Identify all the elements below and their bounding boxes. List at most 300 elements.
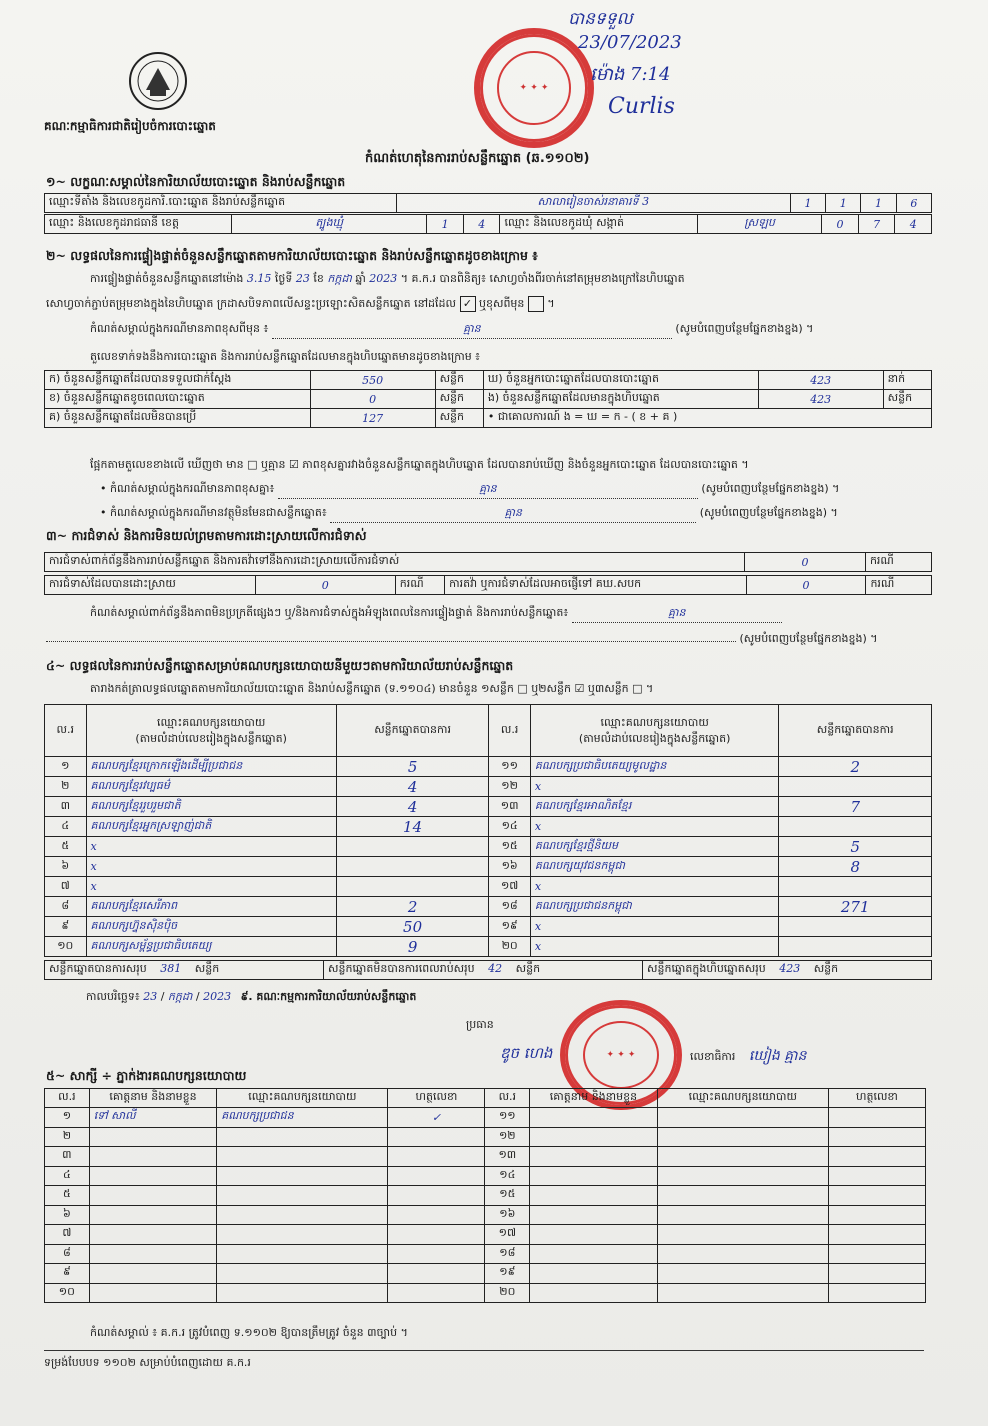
objections-row2-value: 0 [255,576,395,595]
commune-code-3: 4 [895,215,932,234]
province-code-1: 1 [427,215,464,234]
irregularity-note-line2 [46,632,878,648]
witness-party [217,1205,388,1225]
received-time: ម៉ោង 7:14 [590,64,671,85]
witness-party [217,1186,388,1206]
witness-number: ១៣ [485,1147,530,1167]
witness-name [530,1225,658,1245]
strange-note-suffix: (សូមបំពេញបន្ថែមផ្នែកខាងខ្នង) ។ [699,506,838,519]
count-c-unit: សន្លឹក [435,409,483,428]
results-party-header-left [86,705,336,757]
witness-party [657,1127,828,1147]
party-name: គណបក្សខ្មែរអាណិតខ្មែរ [530,797,779,817]
party-number: ១៥ [489,837,531,857]
results-row [45,877,932,897]
witness-row [45,1225,926,1245]
witness-row [45,1205,926,1225]
witness-number: ៣ [45,1147,90,1167]
witness-row [45,1283,926,1303]
verification-prefix: ការផ្ទៀងផ្ទាត់ចំនួនសន្លឹកឆ្នោតនៅម៉ោង [90,272,244,285]
total-box-value: 423 [779,962,801,975]
chair-name: ឌូច ហេង [500,1044,553,1062]
results-no-header-left: ល.រ [45,705,87,757]
objections-row1-unit: ករណី [865,553,931,572]
results-row [45,757,932,777]
party-number: ២០ [489,937,531,957]
org-name: គណៈកម្មាធិការជាតិរៀបចំការបោះឆ្នោត [44,119,216,133]
committee-stamp: ✦ ✦ ✦ [560,1000,682,1110]
irregularity-note-line [90,606,782,623]
strange-note-value: គ្មាន [330,506,696,523]
commune-value: ស្រឡប [697,215,821,234]
party-number: ៧ [45,877,87,897]
witness-row [45,1186,926,1206]
party-number: ១០ [45,937,87,957]
witness-signature [388,1186,485,1206]
count-b-value: 0 [310,390,435,409]
diff-note-value: គ្មាន [278,482,698,499]
witness-signature [828,1108,925,1128]
count-c-value: 127 [310,409,435,428]
witness-name [530,1166,658,1186]
irregularity-note-label: កំណត់សម្គាល់ពាក់ព័ន្ធនឹងភាពមិនប្រក្រតីផ្សេងៗ ឬ/និងការជំទាស់ក្នុងអំឡុងពេលនៃការផ្ទៀងផ្ទាត់ និងការរាប់សន្លឹកឆ្នោត៖ [90,606,569,619]
witness-signature [828,1283,925,1303]
party-votes: 7 [779,797,932,817]
witness-row [45,1244,926,1264]
witness-signature [388,1127,485,1147]
station-code-4: 6 [896,194,931,213]
party-votes [779,917,932,937]
province-code-2: 4 [463,215,500,234]
station-code-1: 1 [790,194,825,213]
witness-party [657,1283,828,1303]
verification-line [90,272,930,288]
total-box-label: សន្លឹកឆ្នោតក្នុងហិបឆ្នោតសរុប [647,962,766,975]
witness-signature [828,1166,925,1186]
formula-note: • ជាគោលការណ៍ ង = ឃ = ក - ( ខ + គ ) [483,409,931,428]
witness-number: ១០ [45,1283,90,1303]
party-number: ៨ [45,897,87,917]
unchanged-checkbox[interactable]: ✓ [460,296,476,312]
party-votes [336,877,489,897]
diff-note-line [100,482,839,499]
witness-signature [388,1147,485,1167]
witness-number: ២ [45,1127,90,1147]
party-votes: 5 [336,757,489,777]
results-row [45,857,932,877]
party-name: គណបក្សសម្ព័ន្ធប្រជាធិបតេយ្យ [86,937,336,957]
witness-party [217,1244,388,1264]
objections-row2-unit: ករណី [395,576,444,595]
irregularity-note-suffix: (សូមបំពេញបន្ថែមផ្នែកខាងខ្នង) ។ [739,632,878,645]
witness-number: ១៧ [485,1225,530,1245]
total-invalid-cell [324,961,643,980]
witness-number: ៩ [45,1264,90,1284]
results-row [45,797,932,817]
party-votes: 271 [779,897,932,917]
station-value: សាលារៀនចាស់រនាគារទី 3 [396,194,790,213]
verification-day: 23 [295,272,310,285]
witness-signature [388,1283,485,1303]
blank-line [46,641,736,642]
changed-checkbox[interactable] [528,296,544,312]
party-votes [779,877,932,897]
secretary-line [690,1046,806,1067]
witness-name [530,1127,658,1147]
witness-signature [828,1147,925,1167]
party-name: គណបក្សហ្វ៊ុនស៊ិនប៉ិច [86,917,336,937]
section4-intro: តារាងកត់ត្រាលទ្ធផលឆ្នោតតាមការិយាល័យបោះឆ្នោត និងរាប់សន្លឹកឆ្នោត (ទ.១១០៤) មានចំនួន ១សន្លឹក □ ឬ២សន្លឹក ☑ ឬ៣សន្លឹក □ ។ [90,682,654,695]
witness-signature [828,1205,925,1225]
section1-title: ១~ លក្ខណៈសម្គាល់នៃការិយាល័យបោះឆ្នោត និងរាប់សន្លឹកឆ្នោត [46,174,346,189]
party-votes [779,777,932,797]
party-name: x [86,857,336,877]
committee-label: ៩. គណៈកម្មការការិយាល័យរាប់សន្លឹកឆ្នោត [240,990,417,1003]
witness-signature [388,1244,485,1264]
seal-note-label: កំណត់សម្គាល់ក្នុងករណីមានភាពខុសពីមុន ៖ [90,322,269,335]
witness-table [44,1088,926,1303]
witness-name [530,1244,658,1264]
witness-name [530,1283,658,1303]
party-votes [336,837,489,857]
received-date: 23/07/2023 [578,32,682,53]
witness-party [217,1225,388,1245]
counts-intro: តួលេខទាក់ទងនឹងការបោះឆ្នោត និងការរាប់សន្លឹកឆ្នោតដែលមានក្នុងហិបឆ្នោតមានដូចខាងក្រោម ៖ [90,350,481,363]
seal-line: សោហ្វចាក់ភ្ជាប់តម្រុមខាងក្នុងនៃហិបឆ្នោត ក្រដាសបិទភាពលើសន្ទះប្រឡោះសិតសន្លឹកឆ្នោត នៅដដែល ✓ ឬខុសពីមុន ។ [46,297,555,310]
party-number: ១២ [489,777,531,797]
witness-no-header-right: ល.រ [485,1089,530,1108]
party-number: ១៨ [489,897,531,917]
witness-party [657,1166,828,1186]
witness-signature [828,1127,925,1147]
objections-row2b-label: ការតវ៉ា ឬការជំទាស់ដែលអាចផ្ញើទៅ គឃ.សបក [445,576,746,595]
witness-party [217,1166,388,1186]
witness-name [89,1186,217,1206]
count-a-value: 550 [310,371,435,390]
party-name: គណបក្សខ្មែរក្រោកឡើងដើម្បីប្រជាជន [86,757,336,777]
witness-party [657,1225,828,1245]
witness-name [89,1127,217,1147]
count-b-label: ខ) ចំនួនសន្លឹកឆ្នោតខូចពេលបោះឆ្នោត [45,390,311,409]
party-number: ១៩ [489,917,531,937]
party-number: ៦ [45,857,87,877]
province-value: ត្បូងឃ្មុំ [232,215,427,234]
section5-title: ៥~ សាក្សី ÷ ភ្នាក់ងារគណបក្សនយោបាយ [46,1068,247,1083]
date-day: 23 [143,990,158,1003]
witness-party-header-left: ឈ្មោះគណបក្សនយោបាយ [217,1089,388,1108]
party-name: គណបក្សខ្មែរសេរីភាព [86,897,336,917]
official-stamp: ✦ ✦ ✦ [474,28,594,148]
results-party-header-right [530,705,779,757]
count-a-label: ក) ចំនួនសន្លឹកឆ្នោតដែលបានទទួលជាក់ស្តែង [45,371,311,390]
totals-table [44,960,932,980]
witness-party [657,1264,828,1284]
witness-signature [388,1166,485,1186]
witness-number: ២០ [485,1283,530,1303]
total-valid-cell [45,961,324,980]
counts-table [44,370,932,428]
witness-signature [388,1225,485,1245]
party-name: x [86,837,336,857]
objections-row2b-unit: ករណី [866,576,932,595]
station-table [44,193,932,213]
witness-party: គណបក្សប្រជាជន [217,1108,388,1128]
witness-party [217,1147,388,1167]
witness-name [530,1205,658,1225]
commune-label: ឈ្មោះ និងលេខកូដឃុំ សង្កាត់ [500,215,697,234]
seal-text: សោហ្វចាក់ភ្ជាប់តម្រុមខាងក្នុងនៃហិបឆ្នោត ក្រដាសបិទភាពលើសន្ទះប្រឡោះសិតសន្លឹកឆ្នោត នៅដដែល [46,297,456,310]
party-number: ១៧ [489,877,531,897]
witness-name-header-right: គោត្តនាម និងនាមខ្លួន [530,1089,658,1108]
party-name: x [86,877,336,897]
irregularity-note-value: គ្មាន [572,606,782,623]
diff-note-label: • កំណត់សម្គាល់ក្នុងករណីមានភាពខុសគ្នា៖ [100,482,275,495]
seal-note-suffix: (សូមបំពេញបន្ថែមផ្នែកខាងខ្នង) ។ [675,322,814,335]
diff-note-suffix: (សូមបំពេញបន្ថែមផ្នែកខាងខ្នង) ។ [701,482,840,495]
witness-number: ១៨ [485,1244,530,1264]
results-votes-header-left: សន្លឹកឆ្នោតបានការ [336,705,489,757]
witness-name [530,1264,658,1284]
seal-note-line [90,322,930,339]
witness-signature [828,1264,925,1284]
witness-number: ១៩ [485,1264,530,1284]
witness-number: ៨ [45,1244,90,1264]
count-d-value: 423 [758,371,883,390]
date-month: កក្កដា [167,990,193,1003]
total-invalid-value: 42 [488,962,503,975]
total-invalid-unit: សន្លឹក [515,962,541,975]
count-d-unit: នាក់ [883,371,931,390]
witness-signature [828,1225,925,1245]
party-name: គណបក្សខ្មែរអ្នកស្រឡាញ់ជាតិ [86,817,336,837]
objections-row2b-value: 0 [746,576,866,595]
witness-name: ទៅ សាលី [89,1108,217,1128]
results-row [45,837,932,857]
results-no-header-right: ល.រ [489,705,531,757]
party-header-text: ឈ្មោះគណបក្សនយោបាយ [157,715,266,729]
witness-name [89,1283,217,1303]
witness-party [657,1244,828,1264]
section2-title: ២~ លទ្ធផលនៃការផ្ទៀងផ្ទាត់ចំនួនសន្លឹកឆ្នោតតាមការិយាល័យបោះឆ្នោត និងរាប់សន្លឹកឆ្នោតដូចខាងក្រោម ៖ [46,248,538,263]
party-number: ១ [45,757,87,777]
witness-signature: ✓ [388,1108,485,1128]
commune-code-2: 7 [858,215,895,234]
witness-name [89,1225,217,1245]
nec-logo [128,50,188,112]
party-votes [779,937,932,957]
witness-number: ១២ [485,1127,530,1147]
witness-name-header-left: គោត្តនាម និងនាមខ្លួន [89,1089,217,1108]
witness-name [89,1166,217,1186]
witness-signature [828,1244,925,1264]
results-row [45,777,932,797]
verification-month: កក្កដា [327,272,352,285]
party-number: ៣ [45,797,87,817]
witness-party [657,1186,828,1206]
party-name: គណបក្សប្រជាជនកម្ពុជា [530,897,779,917]
party-name: គណបក្សប្រជាធិបតេយ្យមូលដ្ឋាន [530,757,779,777]
party-name: x [530,937,779,957]
count-d-label: ឃ) ចំនួនអ្នកបោះឆ្នោតដែលបានបោះឆ្នោត [483,371,758,390]
witness-party [657,1147,828,1167]
objections-row2-label: ការជំទាស់ដែលបានដោះស្រាយ [45,576,256,595]
party-votes: 4 [336,797,489,817]
witness-sign-header-right: ហត្ថលេខា [828,1089,925,1108]
witness-row [45,1108,926,1128]
party-votes [336,857,489,877]
witness-number: ១៦ [485,1205,530,1225]
witness-party [217,1127,388,1147]
witness-signature [388,1205,485,1225]
party-votes [779,817,932,837]
day-label: ថ្ងៃទី [274,272,293,285]
witness-number: ៦ [45,1205,90,1225]
party-votes: 50 [336,917,489,937]
party-votes: 9 [336,937,489,957]
party-votes: 5 [779,837,932,857]
witness-name [530,1147,658,1167]
witness-signature [388,1264,485,1284]
party-votes: 2 [779,757,932,777]
strange-note-label: • កំណត់សម្គាល់ក្នុងករណីមានវត្ថុមិនមែនជាសន្លឹកឆ្នោត៖ [100,506,327,519]
date-prefix: កាលបរិច្ឆេទ៖ [86,990,140,1003]
party-header-sub: (តាមលំដាប់លេខរៀងក្នុងសន្លឹកឆ្នោត) [135,731,287,745]
party-name: គណបក្សយុវជនកម្ពុជា [530,857,779,877]
section4-title: ៤~ លទ្ធផលនៃការរាប់សន្លឹកឆ្នោតសម្រាប់គណបក្សនយោបាយនីមួយៗតាមការិយាល័យរាប់សន្លឹកឆ្នោត [46,658,514,673]
party-name: x [530,817,779,837]
count-e-value: 423 [758,390,883,409]
witness-name [89,1244,217,1264]
witness-no-header-left: ល.រ [45,1089,90,1108]
commune-code-1: 0 [822,215,859,234]
year-label: ឆ្នាំ [355,272,366,285]
party-name: x [530,917,779,937]
total-box-unit: សន្លឹក [813,962,839,975]
party-name: គណបក្សខ្មែររួបរួមជាតិ [86,797,336,817]
party-votes: 2 [336,897,489,917]
objections-table-1 [44,552,932,572]
count-c-label: គ) ចំនួនសន្លឹកឆ្នោតដែលមិនបានប្រើ [45,409,311,428]
chair-label: ប្រធាន [466,1018,494,1031]
count-a-unit: សន្លឹក [435,371,483,390]
party-number: ១៤ [489,817,531,837]
results-votes-header-right: សន្លឹកឆ្នោតបានការ [779,705,932,757]
witness-name [530,1186,658,1206]
received-label: បានទទួល [568,9,633,29]
count-b-unit: សន្លឹក [435,390,483,409]
witness-name [89,1147,217,1167]
party-number: ១៦ [489,857,531,877]
station-label: ឈ្មោះទីតាំង និងលេខកូដការិ.បោះឆ្នោត និងរាប់សន្លឹកឆ្នោត [45,194,397,213]
total-valid-label: សន្លឹកឆ្នោតបានការសរុប [49,962,147,975]
witness-name [89,1205,217,1225]
secretary-label: លេខាធិការ [690,1050,736,1063]
document-title: កំណត់ហេតុនៃការរាប់សន្លឹកឆ្នោត (ឆ.១១០២) [365,151,590,166]
date-line: កាលបរិច្ឆេទ៖ 23 / កក្កដា / 2023 ៩. គណៈកម្មការការិយាល័យរាប់សន្លឹកឆ្នោត [86,990,417,1003]
results-row [45,917,932,937]
witness-party [657,1108,828,1128]
party-name: គណបក្សខ្មែរវប្បធម៌ [86,777,336,797]
party-votes: 8 [779,857,932,877]
party-header-text: ឈ្មោះគណបក្សនយោបាយ [600,715,709,729]
results-row [45,817,932,837]
witness-sign-header-left: ហត្ថលេខា [388,1089,485,1108]
verification-rest: ។ គ.ក.រ បានពិនិត្យ៖ សោហ្វចាំងពីរចាក់នៅតម្រុមខាងក្រៅនៃហិបឆ្នោត [400,272,685,285]
count-e-label: ង) ចំនួនសន្លឹកឆ្នោតដែលមានក្នុងហិបឆ្នោត [483,390,758,409]
footer-divider [44,1350,924,1351]
party-header-sub: (តាមលំដាប់លេខរៀងក្នុងសន្លឹកឆ្នោត) [578,731,731,745]
party-number: ៥ [45,837,87,857]
witness-number: ១ [45,1108,90,1128]
witness-row [45,1147,926,1167]
province-label: ឈ្មោះ និងលេខកូដរាជធានី ខេត្ត [45,215,232,234]
station-code-2: 1 [826,194,861,213]
witness-row [45,1264,926,1284]
party-number: ៤ [45,817,87,837]
party-number: ១៣ [489,797,531,817]
objections-row1-value: 0 [745,553,866,572]
objections-table-2 [44,575,932,595]
witness-number: ១៥ [485,1186,530,1206]
witness-party [657,1205,828,1225]
witness-number: ៥ [45,1186,90,1206]
strange-note-line [100,506,838,523]
witness-party-header-right: ឈ្មោះគណបក្សនយោបាយ [657,1089,828,1108]
total-invalid-label: សន្លឹកឆ្នោតមិនបានការពេលរាប់សរុប [328,962,475,975]
witness-name [530,1108,658,1128]
total-valid-value: 381 [160,962,182,975]
party-number: ២ [45,777,87,797]
date-year: 2023 [203,990,232,1003]
month-label: ខែ [313,272,324,285]
witness-party [217,1283,388,1303]
party-name: គណបក្សខ្មែរថ្មីនិយម [530,837,779,857]
witness-row [45,1127,926,1147]
count-e-unit: សន្លឹក [883,390,931,409]
witness-party [217,1264,388,1284]
party-votes: 14 [336,817,489,837]
witness-row [45,1166,926,1186]
results-table [44,704,932,957]
witness-name [89,1264,217,1284]
witness-signature [828,1186,925,1206]
party-name: x [530,877,779,897]
form-note: ទម្រង់បែបបទ ១១០២ សម្រាប់បំពេញដោយ គ.ក.រ [44,1356,251,1369]
party-name: x [530,777,779,797]
party-number: ១១ [489,757,531,777]
compare-line: ផ្អែកតាមតួលេខខាងលើ ឃើញថា មាន □ ឬគ្មាន ☑ ភាពខុសគ្នារវាងចំនួនសន្លឹកឆ្នោតក្នុងហិបឆ្នោត ដែលបានរាប់ឃើញ និងចំនួនអ្នកបោះឆ្នោត ដែលបានបោះឆ្នោត ។ [90,458,749,471]
changed-label: ឬខុសពីមុន [479,297,525,310]
results-row [45,937,932,957]
witness-number: ៤ [45,1166,90,1186]
seal-note-value: គ្មាន [272,322,672,339]
verification-year: 2023 [369,272,398,285]
secretary-name: ឃៀង គ្មាន [748,1048,807,1064]
footnote: កំណត់សម្គាល់ ៖ គ.ក.រ ត្រូវបំពេញ ទ.១១០២ ឱ្យបានត្រឹមត្រូវ ចំនួន ៣ច្បាប់ ។ [90,1326,408,1339]
party-number: ៩ [45,917,87,937]
witness-number: ៧ [45,1225,90,1245]
section3-title: ៣~ ការជំទាស់ និងការមិនយល់ព្រមតាមការដោះស្រាយលើការជំទាស់ [46,528,367,543]
witness-number: ១៤ [485,1166,530,1186]
results-row [45,897,932,917]
total-valid-unit: សន្លឹក [194,962,220,975]
station-code-3: 1 [861,194,896,213]
province-table [44,214,932,234]
verification-hour: 3.15 [246,272,272,285]
objections-row1-label: ការជំទាស់ពាក់ព័ន្ធនឹងការរាប់សន្លឹកឆ្នោត និងការតវ៉ាទៅនឹងការដោះស្រាយលើការជំទាស់ [45,553,745,572]
witness-number: ១១ [485,1108,530,1128]
party-votes: 4 [336,777,489,797]
